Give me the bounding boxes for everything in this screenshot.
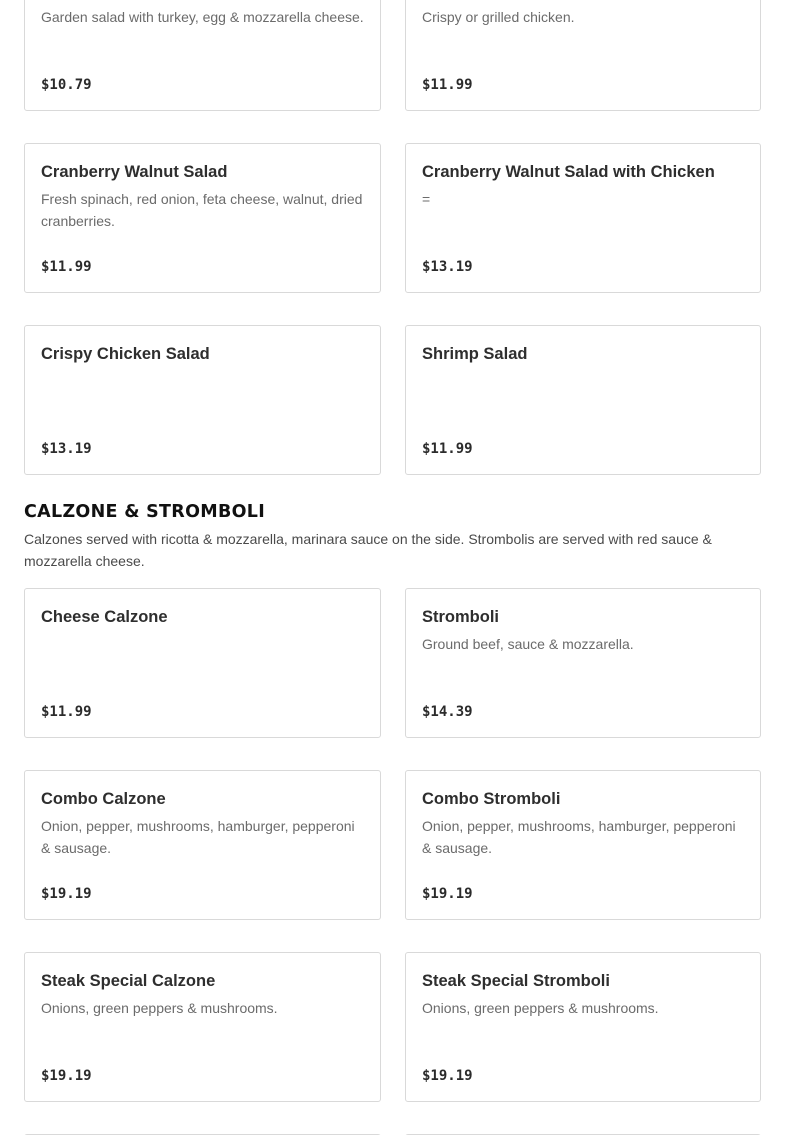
menu-item-price: $19.19 xyxy=(41,1068,92,1084)
menu-item-name: Cranberry Walnut Salad with Chicken xyxy=(422,163,715,181)
menu-item-description: Crispy or grilled chicken. xyxy=(422,9,575,25)
section-description: Calzones served with ricotta & mozzarella, marinara sauce on the side. Strombolis are served with red sauce & mozzarella cheese. xyxy=(24,531,712,569)
menu-item-price: $11.99 xyxy=(422,441,473,457)
menu-item-price: $11.99 xyxy=(41,259,92,275)
menu-item-description: Fresh spinach, red onion, feta cheese, walnut, dried cranberries. xyxy=(41,191,363,229)
menu-item-description: Onion, pepper, mushrooms, hamburger, pepperoni & sausage. xyxy=(41,818,355,856)
menu-item-name: Cranberry Walnut Salad xyxy=(41,163,228,181)
menu-item-price: $19.19 xyxy=(422,886,473,902)
menu-item-description: Ground beef, sauce & mozzarella. xyxy=(422,636,634,652)
menu-item-price: $11.99 xyxy=(422,77,473,93)
menu-item-name: Stromboli xyxy=(422,608,499,626)
menu-item-name: Steak Special Stromboli xyxy=(422,972,610,990)
menu-item-price: $14.39 xyxy=(422,704,473,720)
menu-item-card[interactable] xyxy=(24,952,381,1102)
menu-item-name: Crispy Chicken Salad xyxy=(41,345,210,363)
menu-item-card[interactable] xyxy=(24,325,381,475)
menu-item-card[interactable] xyxy=(24,143,381,293)
menu-item-description: Onion, pepper, mushrooms, hamburger, pepperoni & sausage. xyxy=(422,818,736,856)
menu-item-card[interactable] xyxy=(405,588,761,738)
menu-item-price: $19.19 xyxy=(41,886,92,902)
menu-item-card[interactable] xyxy=(24,0,381,111)
menu-item-price: $13.19 xyxy=(422,259,473,275)
menu-item-card[interactable] xyxy=(405,770,761,920)
menu-item-card[interactable] xyxy=(24,770,381,920)
menu-item-name: Combo Calzone xyxy=(41,790,166,808)
menu-item-card[interactable] xyxy=(405,143,761,293)
menu-item-description: Garden salad with turkey, egg & mozzarella cheese. xyxy=(41,9,364,25)
calzone-section-header xyxy=(24,500,761,572)
menu-item-name: Cheese Calzone xyxy=(41,608,168,626)
menu-item-description: Onions, green peppers & mushrooms. xyxy=(41,1000,278,1016)
menu-item-name: Steak Special Calzone xyxy=(41,972,216,990)
menu-item-card[interactable] xyxy=(24,588,381,738)
menu-item-card[interactable] xyxy=(405,952,761,1102)
calzone-grid xyxy=(24,588,761,1102)
menu-item-price: $11.99 xyxy=(41,704,92,720)
menu-item-price: $10.79 xyxy=(41,77,92,93)
menu-item-price: $19.19 xyxy=(422,1068,473,1084)
salads-grid xyxy=(24,0,761,475)
menu-item-description: = xyxy=(422,191,431,207)
menu-item-price: $13.19 xyxy=(41,441,92,457)
menu-item-name: Shrimp Salad xyxy=(422,345,528,363)
section-title: CALZONE & STROMBOLI xyxy=(24,502,266,522)
menu-item-description: Onions, green peppers & mushrooms. xyxy=(422,1000,659,1016)
menu-item-card[interactable] xyxy=(405,0,761,111)
menu-item-name: Combo Stromboli xyxy=(422,790,561,808)
menu-item-card[interactable] xyxy=(405,325,761,475)
